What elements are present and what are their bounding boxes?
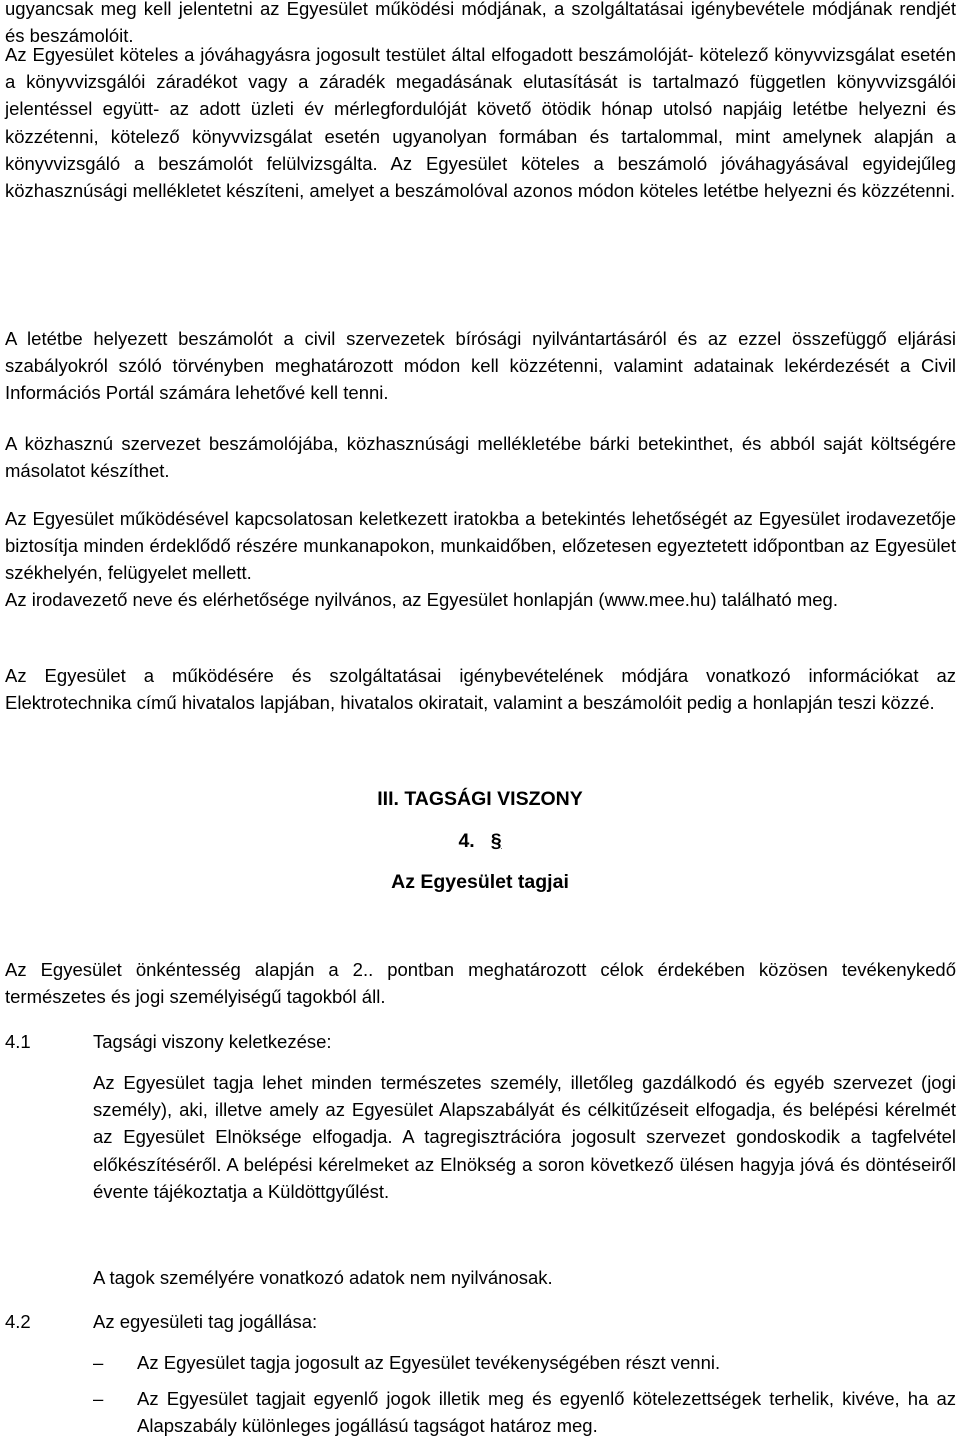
paragraph-office-manager: Az irodavezető neve és elérhetősége nyilvános, az Egyesület honlapján (www.mee.hu) található meg. [5, 589, 838, 610]
paragraph-member-data-note: A tagok személyére vonatkozó adatok nem nyilvánosak. [93, 1267, 553, 1288]
subsection-number: 4.1 [5, 1031, 31, 1052]
paragraph-report-publication: A letétbe helyezett beszámolót a civil szervezetek bírósági nyilvántartásáról és az ezzel összefüggő eljárási szabályokról szóló törvényben meghatározott módon kell közzétenni, valamint adatainak lekérdezését a Civil Információs Portál számára lehetővé kell tenni. [5, 328, 956, 404]
section-sign: § [490, 830, 502, 852]
paragraph-publication-rules: ugyancsak meg kell jelentetni az Egyesület működési módjának, a szolgáltatásai igénybevétele módjának rendjét és beszámolóit. [5, 0, 956, 47]
section-title-heading: Az Egyesület tagjai [391, 871, 569, 893]
section-number-heading [0, 828, 960, 855]
chapter-heading: III. TAGSÁGI VISZONY [377, 788, 583, 810]
paragraph-members-intro: Az Egyesület önkéntesség alapján a 2.. pontban meghatározott célok érdekében közösen tevékenykedő természetes és jogi személyiségű tagokból áll. [5, 959, 956, 1008]
dash-bullet: – [93, 1352, 104, 1373]
list-item-text: Az Egyesület tagja jogosult az Egyesület tevékenységében részt venni. [137, 1352, 721, 1373]
list-item [93, 1349, 956, 1376]
subsection-title: Tagsági viszony keletkezése: [93, 1031, 332, 1052]
list-item [93, 1385, 956, 1439]
list-item-text: Az Egyesület tagjait egyenlő jogok illetik meg és egyenlő kötelezettségek terhelik, kivéve, ha az Alapszabály különleges jogállású tagságot határoz meg. [137, 1388, 956, 1437]
paragraph-membership-creation: Az Egyesület tagja lehet minden természetes személy, illetőleg gazdálkodó és egyéb szervezet (jogi személy), aki, illetve amely az Egyesület Alapszabályát és célkitűzéseit elfogadja, és belépési kérelmét az Egyesület Elnöksége elfogadja. A tagregisztrációra jogosult szervezet gondoskodik a tagfelvétel előkészítéséről. A belépési kérelmeket az Elnökség a soron következő ülésen hagyja jóvá és döntéseiről évente tájékoztatja a Küldöttgyűlést. [93, 1072, 956, 1202]
subsection-heading-4-2 [5, 1308, 956, 1335]
paragraph-information-publication: Az Egyesület a működésére és szolgáltatásai igénybevételének módjára vonatkozó információkat az Elektrotechnika című hivatalos lapjában, hivatalos okiratait, valamint a beszámolóit pedig a honlapján teszi közzé. [5, 665, 956, 714]
section-number: 4. [458, 830, 475, 852]
subsection-title: Az egyesületi tag jogállása: [93, 1311, 318, 1332]
dash-bullet: – [93, 1388, 104, 1409]
paragraph-document-access: Az Egyesület működésével kapcsolatosan keletkezett iratokba a betekintés lehetőségét az Egyesület irodavezetője biztosítja minden érdeklődő részére munkanapokon, munkaidőben, előzetesen egyeztetett időpontban az Egyesület székhelyén, felügyelet mellett. [5, 508, 956, 584]
paragraph-annual-report: Az Egyesület köteles a jóváhagyásra jogosult testület által elfogadott beszámolóját- kötelező könyvvizsgálat esetén a könyvvizsgálói záradékot vagy a záradék megadásának elutasítását is tartalmazó független könyvvizsgálói jelentéssel együtt- az adott üzleti év mérlegfordulóját követő ötödik hónap utolsó napjáig letétbe helyezni és közzétenni, kötelező könyvvizsgálat esetén ugyanolyan formában és tartalommal, mint amelynek alapján a könyvvizsgáló a beszámolót felülvizsgálta. Az Egyesület köteles a beszámoló jóváhagyásával egyidejűleg közhasznúsági mellékletet készíteni, amelyet a beszámolóval azonos módon köteles letétbe helyezni és közzétenni. [5, 44, 956, 202]
subsection-heading-4-1 [5, 1028, 956, 1055]
subsection-number: 4.2 [5, 1311, 31, 1332]
paragraph-report-access: A közhasznú szervezet beszámolójába, közhasznúsági mellékletébe bárki betekinthet, és abból saját költségére másolatot készíthet. [5, 433, 956, 482]
